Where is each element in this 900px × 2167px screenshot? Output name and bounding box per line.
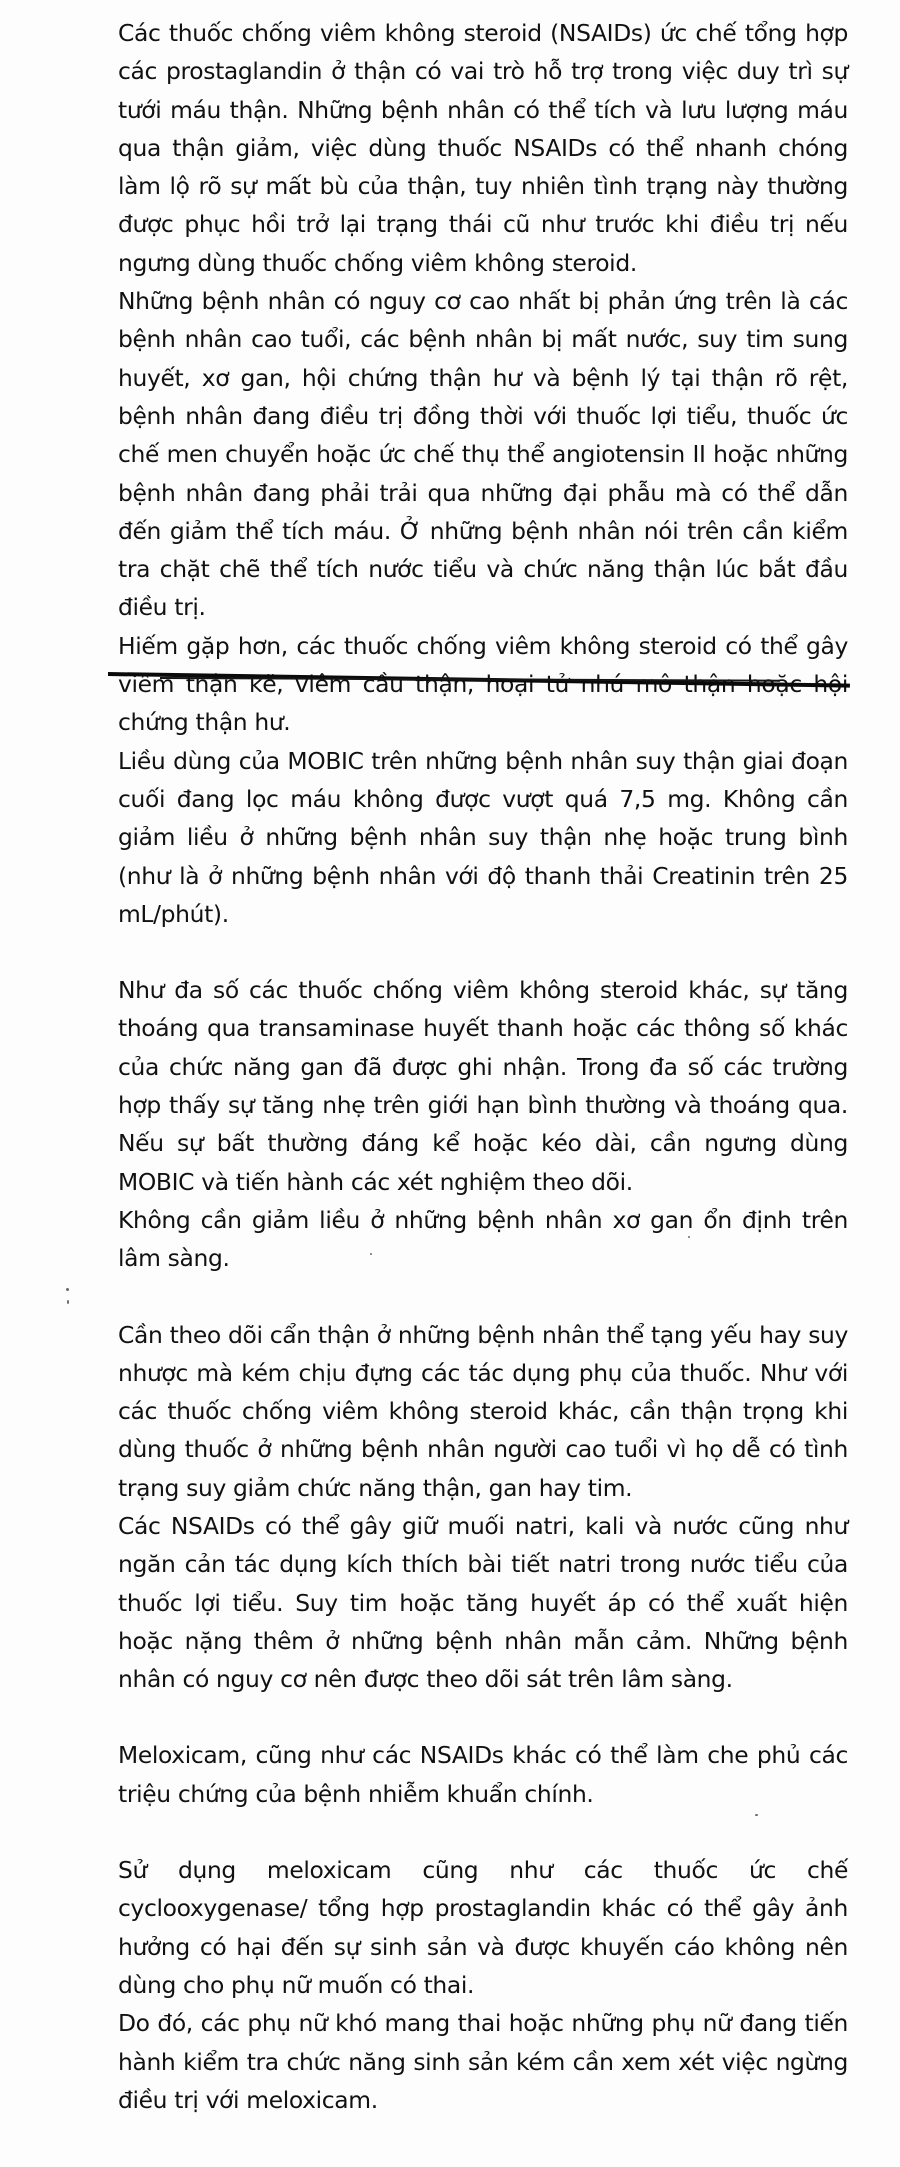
paragraph-rare-renal-effects: Hiếm gặp hơn, các thuốc chống viêm không steroid có thể gây viêm thận kẽ, viêm cầu thận, hoại tử nhú mô thận hoặc hội chứng thận hư. [118, 631, 848, 737]
scan-speck [755, 1814, 758, 1816]
paragraph-sodium-retention: Các NSAIDs có thể gây giữ muối natri, kali và nước cũng như ngăn cản tác dụng kích thích bài tiết natri trong nước tiểu của thuốc lợi tiểu. Suy tim hoặc tăng huyết áp có thể xuất hiện hoặc nặng thêm ở những bệnh nhân mẫn cảm. Những bệnh nhân có nguy cơ nên được theo dõi sát trên lâm sàng. [118, 1511, 848, 1694]
paragraph-frail-elderly: Cần theo dõi cẩn thận ở những bệnh nhân thể tạng yếu hay suy nhược mà kém chịu đựng các tác dụng phụ của thuốc. Như với các thuốc chống viêm không steroid khác, cần thận trọng khi dùng thuốc ở những bệnh nhân người cao tuổi vì họ dễ có tình trạng suy giảm chức năng thận, gan hay tim. [118, 1320, 848, 1502]
scan-speck [67, 1300, 69, 1304]
paragraph-hepatic-transaminase: Như đa số các thuốc chống viêm không steroid khác, sự tăng thoáng qua transaminase huyết thanh hoặc các thông số khác của chức năng gan đã được ghi nhận. Trong đa số các trường hợp thấy sự tăng nhẹ trên giới hạn bình thường và thoáng qua. Nếu sự bất thường đáng kể hoặc kéo dài, cần ngưng dùng MOBIC và tiến hành các xét nghiệm theo dõi. [118, 976, 848, 1196]
document-body [118, 14, 848, 2119]
paragraph-fertility-advice: Do đó, các phụ nữ khó mang thai hoặc những phụ nữ đang tiến hành kiểm tra chức năng sinh sản kém cần xem xét việc ngừng điều trị với meloxicam. [118, 2009, 848, 2114]
paragraph-masking-infection: Meloxicam, cũng như các NSAIDs khác có thể làm che phủ các triệu chứng của bệnh nhiễm khuẩn chính. [118, 1741, 848, 1808]
paragraph-nsaids-renal-prostaglandin: Các thuốc chống viêm không steroid (NSAIDs) ức chế tổng hợp các prostaglandin ở thận có vai trò hỗ trợ trong việc duy trì sự tưới máu thận. Những bệnh nhân có thể tích và lưu lượng máu qua thận giảm, việc dùng thuốc NSAIDs có thể nhanh chóng làm lộ rõ sự mất bù của thận, tuy nhiên tình trạng này thường được phục hồi trở lại trạng thái cũ như trước khi điều trị nếu ngưng dùng thuốc chống viêm không steroid. [118, 19, 848, 277]
paragraph-cirrhosis-dosage: Không cần giảm liều ở những bệnh nhân xơ gan ổn định trên lâm sàng. [118, 1205, 848, 1273]
scan-speck [370, 1253, 372, 1255]
paragraph-high-risk-patients: Những bệnh nhân có nguy cơ cao nhất bị phản ứng trên là các bệnh nhân cao tuổi, các bệnh nhân bị mất nước, suy tim sung huyết, xơ gan, hội chứng thận hư và bệnh lý tại thận rõ rệt, bệnh nhân đang điều trị đồng thời với thuốc lợi tiểu, thuốc ức chế men chuyển hoặc ức chế thụ thể angiotensin II hoặc những bệnh nhân đang phải trải qua những đại phẫu mà có thể dẫn đến giảm thể tích máu. Ở những bệnh nhân nói trên cần kiểm tra chặt chẽ thể tích nước tiểu và chức năng thận lúc bắt đầu điều trị. [118, 287, 848, 622]
paragraph-fertility: Sử dụng meloxicam cũng như các thuốc ức chế cyclooxygenase/ tổng hợp prostaglandin khác có thể gây ảnh hưởng có hại đến sự sinh sản và được khuyến cáo không nên dùng cho phụ nữ muốn có thai. [118, 1856, 848, 1999]
paragraph-renal-dosage: Liều dùng của MOBIC trên những bệnh nhân suy thận giai đoạn cuối đang lọc máu không được vượt quá 7,5 mg. Không cần giảm liều ở những bệnh nhân suy thận nhẹ hoặc trung bình (như là ở những bệnh nhân với độ thanh thải Creatinin trên 25 mL/phút). [118, 746, 848, 928]
scan-speck [66, 1288, 69, 1291]
scan-speck [688, 1236, 690, 1238]
